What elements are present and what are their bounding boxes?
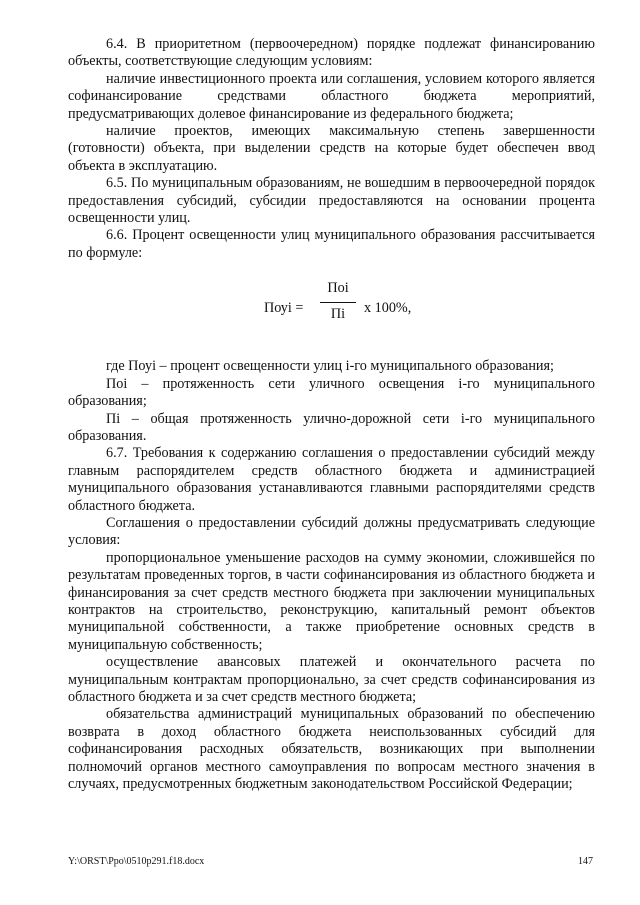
paragraph-readiness-condition: наличие проектов, имеющих максимальную степень завершенности (готовности) объекта, при выделении средств на которые будет обеспечен ввод объекта в эксплуатацию. (68, 123, 595, 174)
formula-lhs: Поуi = (264, 300, 304, 317)
paragraph-agreement-conditions: Соглашения о предоставлении субсидий должны предусматривать следующие условия: (68, 514, 595, 549)
paragraph-investment-condition: наличие инвестиционного проекта или соглашения, условием которого является софинансирование средствами областного бюджета мероприятий, предусматривающих долевое финансирование из федерального бюджета; (68, 70, 595, 122)
definition-pi: Пi – общая протяженность улично-дорожной сети i-го муниципального образования. (68, 410, 595, 444)
formula-fraction (320, 280, 356, 323)
formula-denominator: Пi (330, 305, 346, 322)
page-body (68, 36, 595, 793)
formula-fraction-bar (320, 302, 356, 303)
formula-rhs: x 100%, (364, 300, 412, 317)
paragraph-proportional-reduction: пропорциональное уменьшение расходов на сумму экономии, сложившейся по результатам проведенных торгов, в части софинансирования из областного бюджета и финансирования за счет средств местного бюджета при заключении муниципальных контрактов на строительство, реконструкцию, капитальный ремонт объектов муниципальной собственности, а также приобретение основных средств в муниципальную собственность; (68, 549, 595, 653)
definition-poui: где Поуi – процент освещенности улиц i-го муниципального образования; (106, 358, 554, 375)
paragraph-advance-payments: осуществление авансовых платежей и окончательного расчета по муниципальным контрактам пропорционально, за счет средств софинансирования из областного бюджета и за счет средств местного бюджета; (68, 654, 595, 705)
lighting-formula (68, 276, 595, 344)
paragraph-6-5: 6.5. По муниципальным образованиям, не вошедшим в первоочередной порядок предоставления субсидий, субсидии предоставляются на основании процента освещенности улиц. (68, 175, 595, 227)
formula-numerator: Поi (327, 280, 349, 297)
paragraph-6-4: 6.4. В приоритетном (первоочередном) порядке подлежат финансированию объекты, соответствующие следующим условиям: (68, 36, 595, 70)
paragraph-6-6: 6.6. Процент освещенности улиц муниципального образования рассчитывается по формуле: (68, 227, 595, 261)
footer-page-number: 147 (578, 856, 593, 867)
paragraph-6-7: 6.7. Требования к содержанию соглашения о предоставлении субсидий между главным распорядителем средств областного бюджета и администрацией муниципального образования устанавливаются главными распорядителями средств областного бюджета. (68, 445, 595, 514)
footer-file-path: Y:\ORST\Ppo\0510p291.f18.docx (68, 856, 205, 867)
definition-poi: Поi – протяженность сети уличного освещения i-го муниципального образования; (68, 375, 595, 410)
paragraph-return-obligations: обязательства администраций муниципальных образований по обеспечению возврата в доход областного бюджета неиспользованных субсидий для софинансирования расходных обязательств, возникающих при выполнении полномочий органов местного самоуправления по вопросам местного значения в случаях, предусмотренных бюджетным законодательством Российской Федерации; (68, 706, 595, 793)
